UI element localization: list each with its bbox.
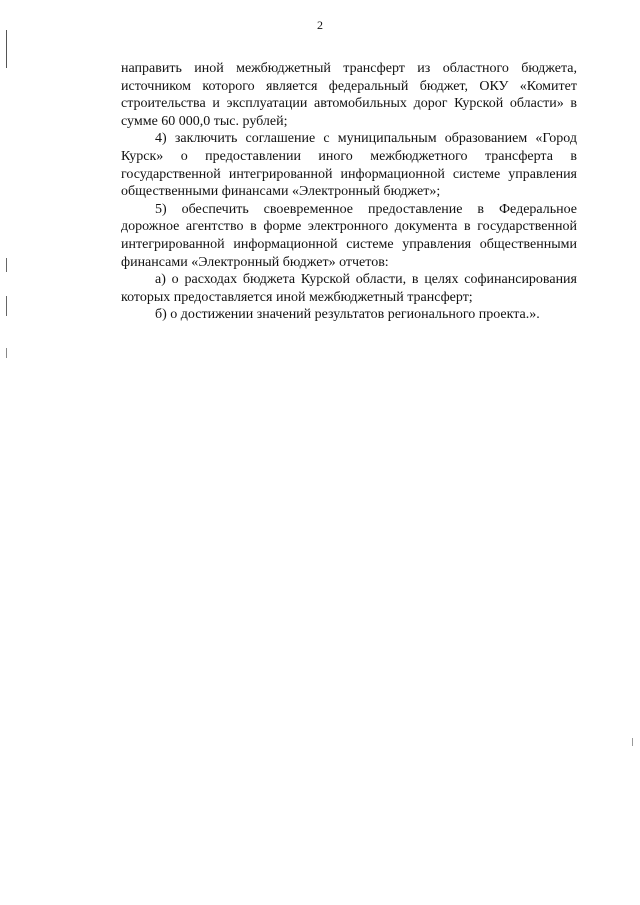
paragraph-item-5: 5) обеспечить своевременное предоставление в Федеральное дорожное агентство в форме электронного документа в государственной интегрированной информационной системе управления общественными финансами «Электронный бюджет» отчетов: <box>121 201 577 270</box>
paragraph-continuation: направить иной межбюджетный трансферт из областного бюджета, источником которого является федеральный бюджет, ОКУ «Комитет строительства и эксплуатации автомобильных дорог Курской области» в сумме 60 000,0 тыс. рублей; <box>121 61 577 129</box>
scan-edge-mark <box>6 348 7 358</box>
scan-edge-mark <box>6 258 7 272</box>
paragraph-subitem-a: а) о расходах бюджета Курской области, в целях софинансирования которых предоставляется иной межбюджетный трансферт; <box>121 272 577 305</box>
paragraph-subitem-b: б) о достижении значений результатов регионального проекта.». <box>155 307 540 323</box>
scan-edge-mark <box>6 30 7 68</box>
paragraph-item-4: 4) заключить соглашение с муниципальным образованием «Город Курск» о предоставлении иного межбюджетного трансферта в государственной интегрированной информационной системе управления общественными финансами «Электронный бюджет»; <box>121 131 577 200</box>
page-number: 2 <box>317 18 323 32</box>
scan-edge-mark <box>632 738 633 746</box>
scan-edge-mark <box>6 296 7 316</box>
document-body <box>121 60 577 324</box>
